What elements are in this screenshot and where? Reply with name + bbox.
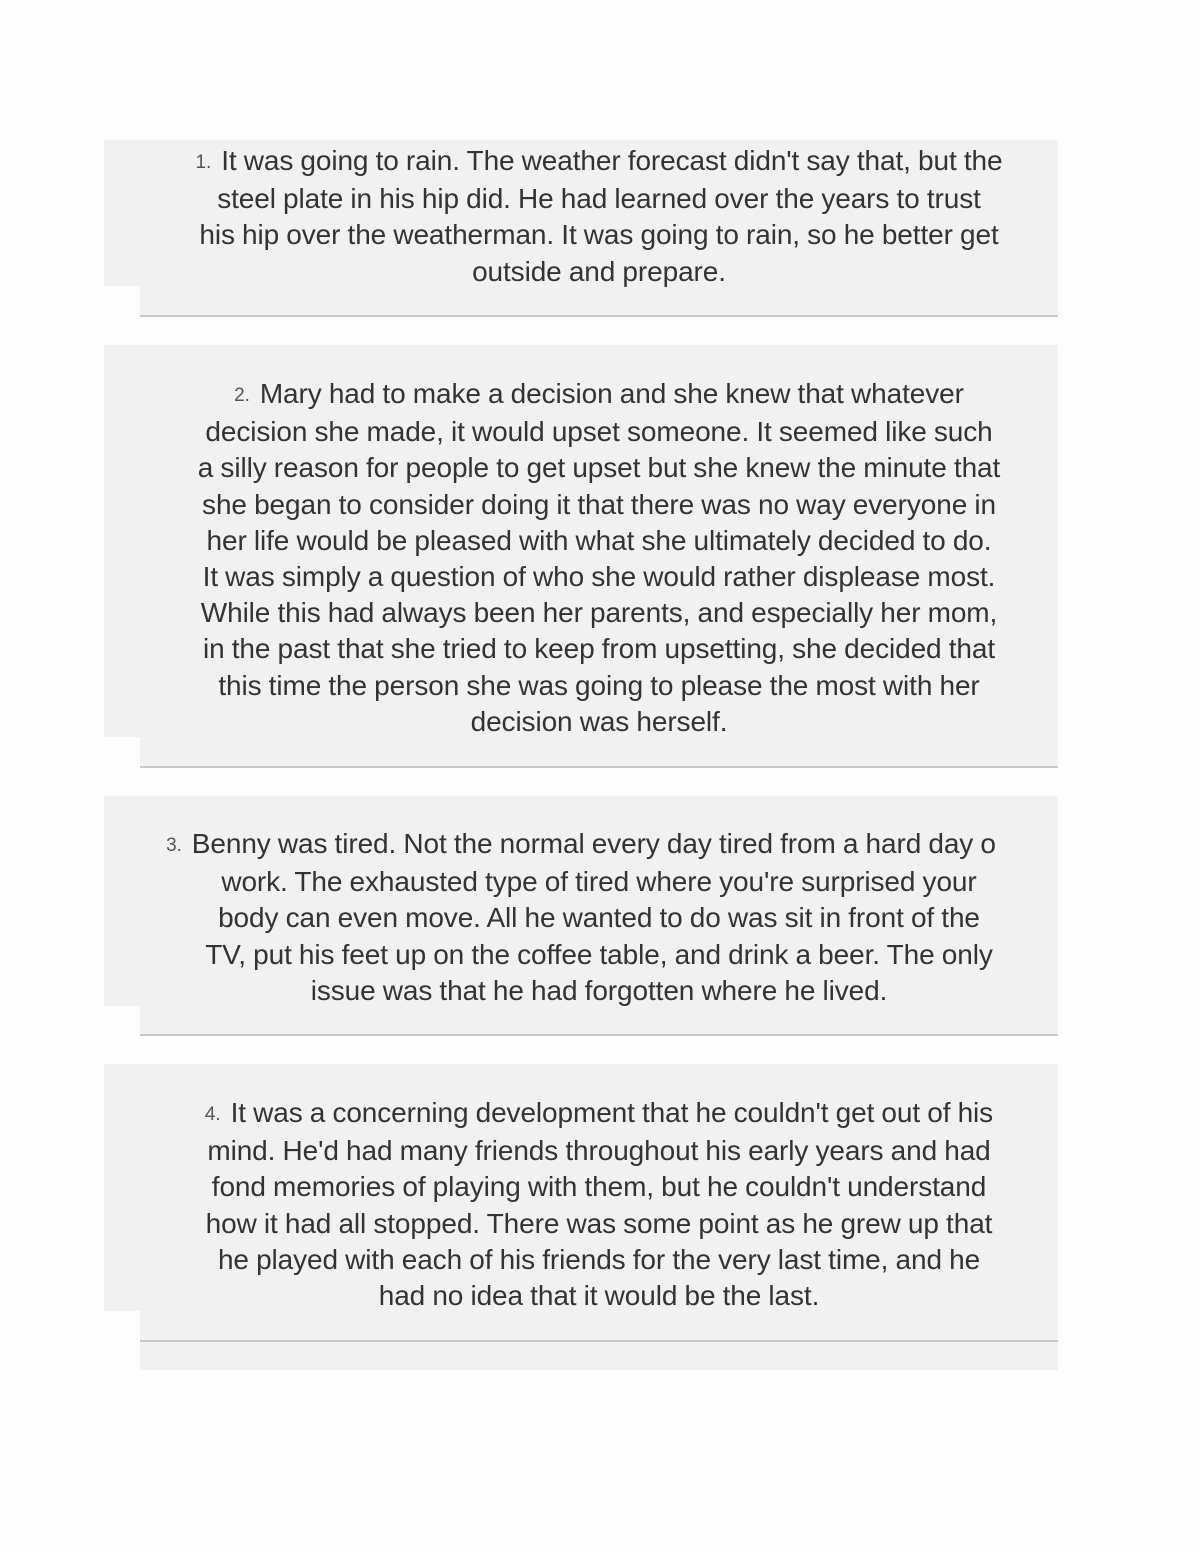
list-item [140, 376, 1058, 740]
item-2-background-lower [140, 737, 1058, 766]
item-text-line: fond memories of playing with them, but he couldn't understand [211, 1171, 987, 1203]
list-item [140, 1095, 1058, 1314]
divider [140, 1034, 1058, 1036]
item-text-line: his hip over the weatherman. It was going to rain, so he better get [199, 219, 999, 251]
item-text-line: steel plate in his hip did. He had learned over the years to trust [217, 183, 981, 215]
item-text-line: It was going to rain. The weather forecast didn't say that, but the [221, 145, 1003, 176]
item-text-line: It was a concerning development that he couldn't get out of his [230, 1097, 994, 1128]
divider [140, 315, 1058, 317]
item-text-line: this time the person she was going to please the most with her [218, 669, 980, 701]
item-text-line: Mary had to make a decision and she knew that whatever [259, 378, 964, 409]
item-text-line: decision she made, it would upset someone. It seemed like such [205, 416, 993, 448]
trailing-background [140, 1342, 1058, 1370]
item-number: 1. [195, 152, 212, 173]
item-text-line: a silly reason for people to get upset but she knew the minute that [197, 452, 1001, 484]
item-4-background-lower [140, 1311, 1058, 1340]
item-text-line: she began to consider doing it that there was no way everyone in [202, 488, 996, 520]
item-text-line: decision was herself. [470, 705, 728, 737]
item-text-line: TV, put his feet up on the coffee table, and drink a beer. The only [205, 938, 993, 970]
item-3-background-lower [140, 1006, 1058, 1034]
item-text-line: in the past that she tried to keep from upsetting, she decided that [202, 633, 996, 665]
item-text-line: her life would be pleased with what she ultimately decided to do. [206, 524, 992, 556]
item-1-background-lower [140, 286, 1058, 315]
item-number: 3. [166, 835, 182, 856]
item-text-line: Benny was tired. Not the normal every day tired from a hard day o [191, 828, 996, 859]
item-text-line: mind. He'd had many friends throughout his early years and had [207, 1135, 991, 1167]
divider [140, 766, 1058, 768]
item-text-line: work. The exhausted type of tired where you're surprised your [221, 866, 977, 898]
list-item [104, 826, 1058, 1009]
item-text-line: It was simply a question of who she would rather displease most. [202, 561, 996, 593]
item-number: 2. [234, 385, 250, 406]
item-text-line: outside and prepare. [472, 255, 726, 287]
item-text-line: he played with each of his friends for the very last time, and he [217, 1243, 981, 1275]
item-text-line: how it had all stopped. There was some point as he grew up that [205, 1207, 993, 1239]
item-text-line: had no idea that it would be the last. [378, 1280, 820, 1312]
item-text-line: While this had always been her parents, and especially her mom, [200, 597, 998, 629]
item-number: 4. [204, 1104, 221, 1125]
list-item [140, 143, 1058, 290]
item-text-line: body can even move. All he wanted to do was sit in front of the [218, 902, 980, 934]
item-text-line: issue was that he had forgotten where he lived. [310, 974, 888, 1006]
